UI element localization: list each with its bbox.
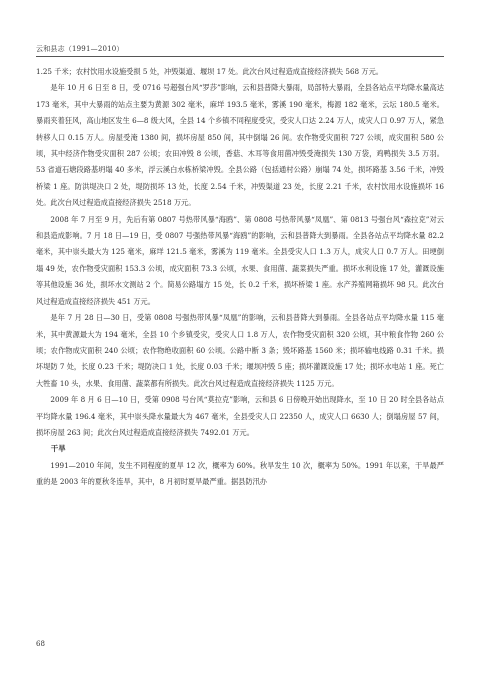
paragraph-6: 1991—2010 年间，发生不同程度的夏旱 12 次，概率为 60%。秋旱发生 10 次，概率为 50%。1991 年以来，干旱最严重的是 2003 年的夏秋冬连旱，其中，8 月初时夏旱最严重。据县防汛办 — [36, 460, 444, 487]
page-number: 68 — [36, 640, 45, 648]
paragraph-1: 1.25 千米；农村饮用水设施受损 5 处，冲毁渠道、堰坝 17 处。此次台风过程造成直接经济损失 568 万元。 — [36, 67, 383, 76]
header-rule — [36, 56, 444, 57]
paragraph-2: 是年 10 月 6 日至 8 日，受 0716 号超强台风“罗莎”影响，云和县普降大暴雨，局部特大暴雨，全县各站点平均降水量高达 173 毫米，其中大暴雨的站点主要为黄源 302 毫米，麻垟 193.5 毫米，雾溪 190 毫米，梅源 182 毫米，云坛 180.5 毫米。暴雨夹着狂风，高山地区发生 6—8 级大风，全县 14 个乡镇不同程度受灾，受灾人口达 2.24 万人，成灾人口 0.97 万人，紧急转移人口 0.15 万人。房屋受淹 1380 间，损坏房屋 850 间，其中倒塌 26 间。农作物受灾面积 727 公顷，成灾面积 580 公顷，其中经济作物受灾面积 287 公顷；农田冲毁 8 公顷，香菇、木耳等食用菌冲毁受淹损失 130 万袋，鸡鸭损失 3.5 万羽。53 省道石塘段路基坍塌 40 多米，浮云溪白水栋桥梁冲毁。全县公路（包括通村公路）崩塌 74 处，损坏路基 3.56 千米，冲毁桥梁 1 座。防洪堤决口 2 处，堤防损坏 13 处，长度 2.54 千米，冲毁渠道 23 处，长度 2.21 千米，农村饮用水设施损坏 16 处。此次台风过程造成直接经济损失 2518 万元。 — [36, 83, 444, 208]
running-header: 云和县志（1991—2010） — [36, 45, 124, 53]
section-heading-drought: 干旱 — [50, 444, 66, 454]
paragraph-3: 2008 年 7 月至 9 月，先后有第 0807 号热带风暴“海鸥”、第 0808 号热带风暴“凤凰”、第 0813 号强台风“森拉克”对云和县造成影响。7 月 18 日—19 日，受 0807 号强热带风暴“海鸥”的影响，云和县普降大到暴雨。全县各站点平均降水量 82.2 毫米，其中崇头最大为 125 毫米，麻垟 121.5 毫米，雾溪为 119 毫米。全县受灾人口 1.3 万人，成灾人口 0.7 万人。田埂倒塌 49 处，农作物受灾面积 153.3 公顷，成灾面积 73.3 公顷，水果、食用菌、蔬菜损失严重。损坏水利设施 17 处，灌溉设施等其他设施 36 处，损坏水文测站 2 个。简易公路塌方 15 处，长 0.2 千米，损坏桥梁 1 座。水产养殖网箱损坏 98 只。此次台风过程造成直接经济损失 451 万元。 — [36, 214, 444, 306]
document-body — [36, 64, 444, 491]
paragraph-5: 2009 年 8 月 6 日—10 日，受第 0908 号台风“莫拉克”影响，云和县 6 日傍晚开始出现降水，至 10 日 20 时全县各站点平均降水量 196.4 毫米，其中崇头降水量最大为 467 毫米，全县受灾人口 22350 人，成灾人口 6630 人；倒塌房屋 57 间，损坏房屋 263 间；此次台风过程造成直接经济损失 7492.01 万元。 — [36, 395, 444, 437]
paragraph-4: 是年 7 月 28 日—30 日，受第 0808 号强热带风暴“凤凰”的影响，云和县普降大到暴雨。全县各站点平均降水量 115 毫米，其中黄源最大为 194 毫米，全县 10 个乡镇受灾，受灾人口 1.8 万人，农作物受灾面积 320 公顷，其中粮食作物 260 公顷；农作物成灾面积 240 公顷；农作物绝收面积 60 公顷。公路中断 3 条；毁坏路基 1560 米；损坏输电线路 0.31 千米。损坏堤防 7 处，长度 0.23 千米；堤防决口 1 处，长度 0.03 千米；堰坝冲毁 5 座；损坏灌溉设施 17 处；损坏水电站 1 座。死亡大牲畜 10 头，水果、食用菌、蔬菜都有所损失。此次台风过程造成直接经济损失 1125 万元。 — [36, 313, 444, 388]
